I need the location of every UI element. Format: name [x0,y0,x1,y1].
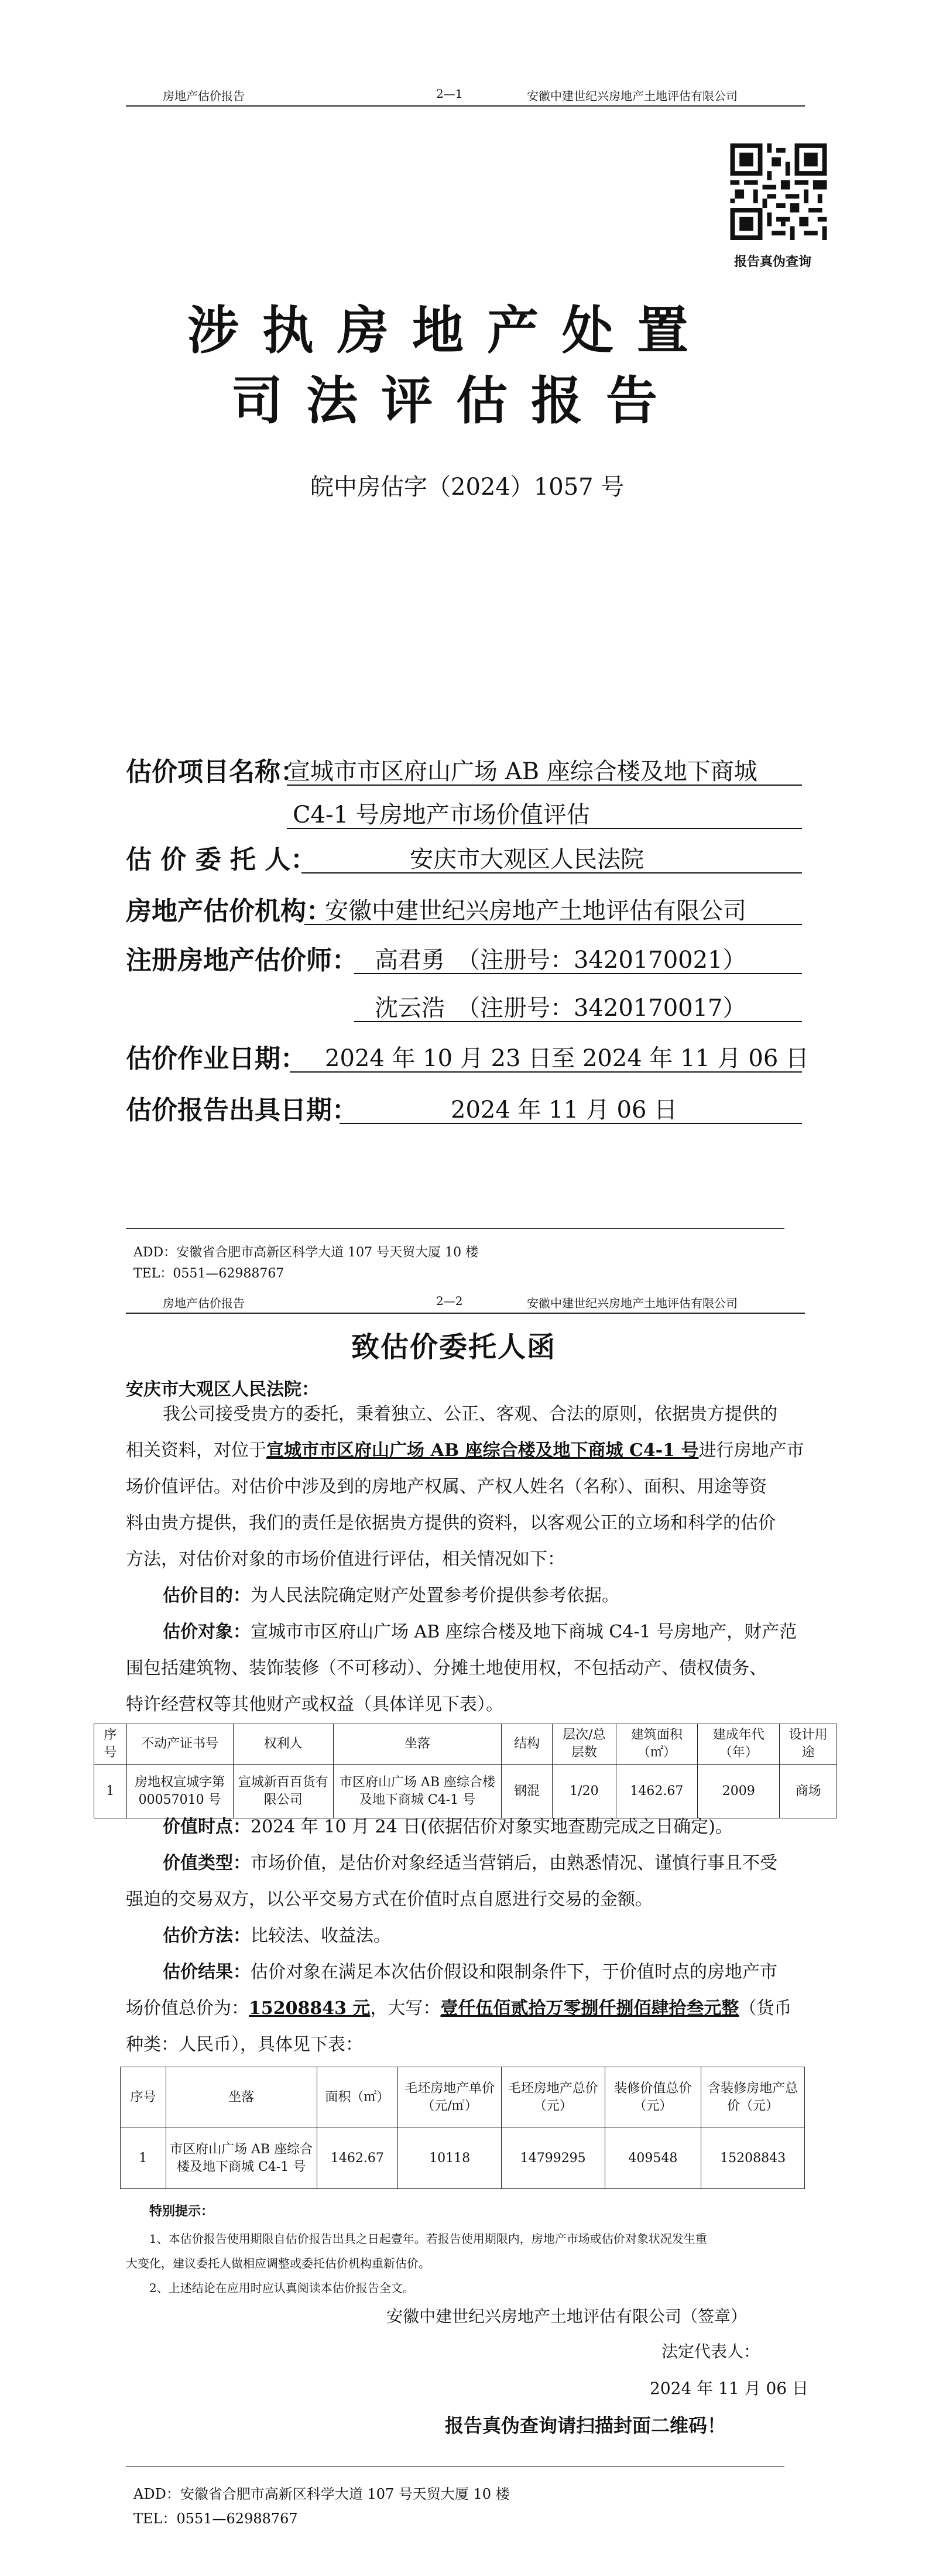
p1-b-post: 进行房地产市 [698,1440,804,1461]
result-pre: 场价值总价为： [126,1998,249,2019]
property-address-link: 宣城市市区府山广场 AB 座综合楼及地下商城 C4-1 号 [266,1440,699,1461]
th-location: 坐落 [333,1724,501,1765]
type-label: 价值类型： [163,1853,251,1873]
cell-floors: 1/20 [553,1765,616,1818]
appraiser-label: 注册房地产估价师： [126,946,358,975]
th-floors: 层次/总层数 [553,1724,616,1765]
time-value: 2024 年 10 月 24 日(依据估价对象实地查勘完成之日确定)。 [251,1817,733,1837]
valuation-table-header [121,2067,805,2128]
cell2-total-with-decoration: 15208843 [701,2128,805,2189]
th2-total-price: 毛坯房地产总价（元） [501,2067,605,2128]
th-structure: 结构 [501,1724,552,1765]
client-label: 估 价 委 托 人： [126,845,317,875]
notice-1a: 1、本估价报告使用期限自估价报告出具之日起壹年。若报告使用期限内，房地产市场或估价对象状况发生重 [149,2232,707,2246]
type-value-1: 市场价值，是估价对象经适当营销后，由熟悉情况、谨慎行事且不受 [251,1853,777,1873]
agency-label: 房地产估价机构： [126,896,332,926]
time-label: 价值时点： [163,1817,251,1837]
method-line [163,1918,391,1954]
property-table-header [94,1724,837,1765]
result-value-1: 估价对象在满足本次估价假设和限制条件下，于价值时点的房地产市 [251,1962,777,1982]
company-signature: 安徽中建世纪兴房地产土地评估有限公司（签章） [386,2307,748,2326]
cell-seq: 1 [94,1765,127,1818]
object-line-1 [163,1614,797,1650]
cell2-area: 1462.67 [317,2128,398,2189]
project-label: 估价项目名称： [126,757,306,787]
paragraph-1-line-b [126,1433,804,1469]
type-line-2: 强迫的交易双方，以公平交易方式在价值时点自愿进行交易的金额。 [126,1889,653,1910]
cell-cert: 房地权宣城字第 00057010 号 [126,1765,233,1818]
property-table [94,1724,837,1818]
th-cert: 不动产证书号 [126,1724,233,1765]
result-line-2 [126,1991,791,2027]
legal-representative: 法定代表人： [661,2342,760,2361]
title-line-2: 司法评估报告 [231,370,681,431]
appraiser-2: 沈云浩 （注册号：3420170017） [375,995,746,1022]
footer2-tel: TEL：0551—62988767 [133,2510,298,2527]
th2-total-with-decoration: 含装修房地产总价（元） [701,2067,805,2128]
issue-date-label: 估价报告出具日期： [126,1095,358,1125]
th-seq: 序号 [94,1724,127,1765]
result-line-1 [163,1954,777,1991]
object-line-2: 围包括建筑物、装饰装修（不可移动）、分摊土地使用权，不包括动产、债权债务、 [126,1658,767,1678]
header2-right: 安徽中建世纪兴房地产土地评估有限公司 [527,1296,738,1310]
verification-note: 报告真伪查询请扫描封面二维码！ [445,2414,726,2437]
th-year: 建成年代（年） [698,1724,780,1765]
cell2-decoration: 409548 [605,2128,701,2189]
purpose-line [163,1578,619,1614]
header-left: 房地产估价报告 [163,89,245,103]
paragraph-1-line-c: 场价值评估。对估价中涉及到的房地产权属、产权人姓名（名称）、面积、用途等资 [126,1477,767,1497]
valuation-table [120,2067,805,2189]
appraiser-1: 高君勇 （注册号：3420170021） [375,947,746,974]
table-row [121,2128,805,2189]
time-line [163,1809,733,1845]
footer2-address: ADD：安徽省合肥市高新区科学大道 107 号天贸大厦 10 楼 [133,2486,510,2502]
object-value-1: 宣城市市区府山广场 AB 座综合楼及地下商城 C4-1 号房地产，财产范 [251,1622,797,1642]
th2-area: 面积（㎡） [317,2067,398,2128]
header-right: 安徽中建世纪兴房地产土地评估有限公司 [527,89,738,103]
footer2-rule [126,2466,784,2467]
object-line-3: 特许经营权等其他财产或权益（具体详见下表）。 [126,1694,503,1715]
work-date-value: 2024 年 10 月 23 日至 2024 年 11 月 06 日 [325,1045,810,1072]
document-number: 皖中房估字（2024）1057 号 [310,474,625,501]
th-area: 建筑面积（㎡） [616,1724,698,1765]
p1-b-pre: 相关资料，对位于 [126,1440,266,1461]
header2-rule [126,1313,805,1314]
method-value: 比较法、收益法。 [251,1926,391,1946]
th-owner: 权利人 [233,1724,333,1765]
th2-unit-price: 毛坯房地产单价（元/㎡） [398,2067,502,2128]
purpose-value: 为人民法院确定财产处置参考价提供参考依据。 [251,1585,619,1606]
project-value-line1: 宣城市市区府山广场 AB 座综合楼及地下商城 [287,758,757,785]
project-value-line2: C4-1 号房地产市场价值评估 [293,801,590,828]
cell2-location: 市区府山广场 AB 座综合楼及地下商城 C4-1 号 [166,2128,317,2189]
notice-2: 2、上述结论在应用时应认真阅读本估价报告全文。 [149,2281,414,2295]
client-value: 安庆市大观区人民法院 [410,846,644,873]
result-line-3: 种类：人民币），具体见下表： [126,2034,363,2055]
signature-date: 2024 年 11 月 06 日 [650,2379,809,2398]
object-label: 估价对象： [163,1622,251,1642]
paragraph-1-line-e: 方法，对估价对象的市场价值进行评估，相关情况如下： [126,1549,565,1570]
th2-decoration: 装修价值总价（元） [605,2067,701,2128]
cell-structure: 钢混 [501,1765,552,1818]
purpose-label: 估价目的： [163,1585,251,1606]
result-amount: 15208843 元 [249,1998,371,2019]
cell2-total-price: 14799295 [501,2128,605,2189]
letter-title: 致估价委托人函 [351,1331,557,1364]
cell2-seq: 1 [121,2128,166,2189]
cell-owner: 宣城新百百货有限公司 [233,1765,333,1818]
footer-tel: TEL：0551—62988767 [133,1266,284,1281]
cell-location: 市区府山广场 AB 座综合楼及地下商城 C4-1 号 [333,1765,501,1818]
result-mid: ，大写： [370,1998,441,2019]
footer-address: ADD：安徽省合肥市高新区科学大道 107 号天贸大厦 10 楼 [133,1245,479,1260]
paragraph-1-line-d: 料由贵方提供，我们的责任是依据贵方提供的资料，以客观公正的立场和科学的估价 [126,1513,776,1533]
method-label: 估价方法： [163,1926,251,1946]
cell-area: 1462.67 [616,1765,698,1818]
th-use: 设计用途 [780,1724,837,1765]
issue-date-value: 2024 年 11 月 06 日 [451,1097,678,1123]
cell-use: 商场 [780,1765,837,1818]
th2-location: 坐落 [166,2067,317,2128]
th2-seq: 序号 [121,2067,166,2128]
paragraph-1-line-a: 我公司接受贵方的委托，秉着独立、公正、客观、合法的原则，依据贵方提供的 [163,1404,777,1424]
result-label: 估价结果： [163,1962,251,1982]
cell-year: 2009 [698,1765,780,1818]
qr-caption: 报告真伪查询 [734,254,812,269]
header2-page-number: 2—2 [436,1294,463,1308]
type-line-1 [163,1845,777,1882]
cell2-unit-price: 10118 [398,2128,502,2189]
result-post: （货币 [739,1998,792,2019]
title-line-1: 涉执房地产处置 [187,300,712,361]
notice-1b: 大变化，建议委托人做相应调整或委托估价机构重新估价。 [126,2256,430,2270]
addressee: 安庆市大观区人民法院： [126,1379,319,1400]
header2-left: 房地产估价报告 [163,1296,245,1310]
work-date-label: 估价作业日期： [126,1044,306,1074]
agency-value: 安徽中建世纪兴房地产土地评估有限公司 [325,898,746,924]
result-upper: 壹仟伍佰贰拾万零捌仟捌佰肆拾叁元整 [440,1998,739,2019]
notice-title: 特别提示： [149,2204,214,2219]
header-page-number: 2—1 [436,87,463,101]
